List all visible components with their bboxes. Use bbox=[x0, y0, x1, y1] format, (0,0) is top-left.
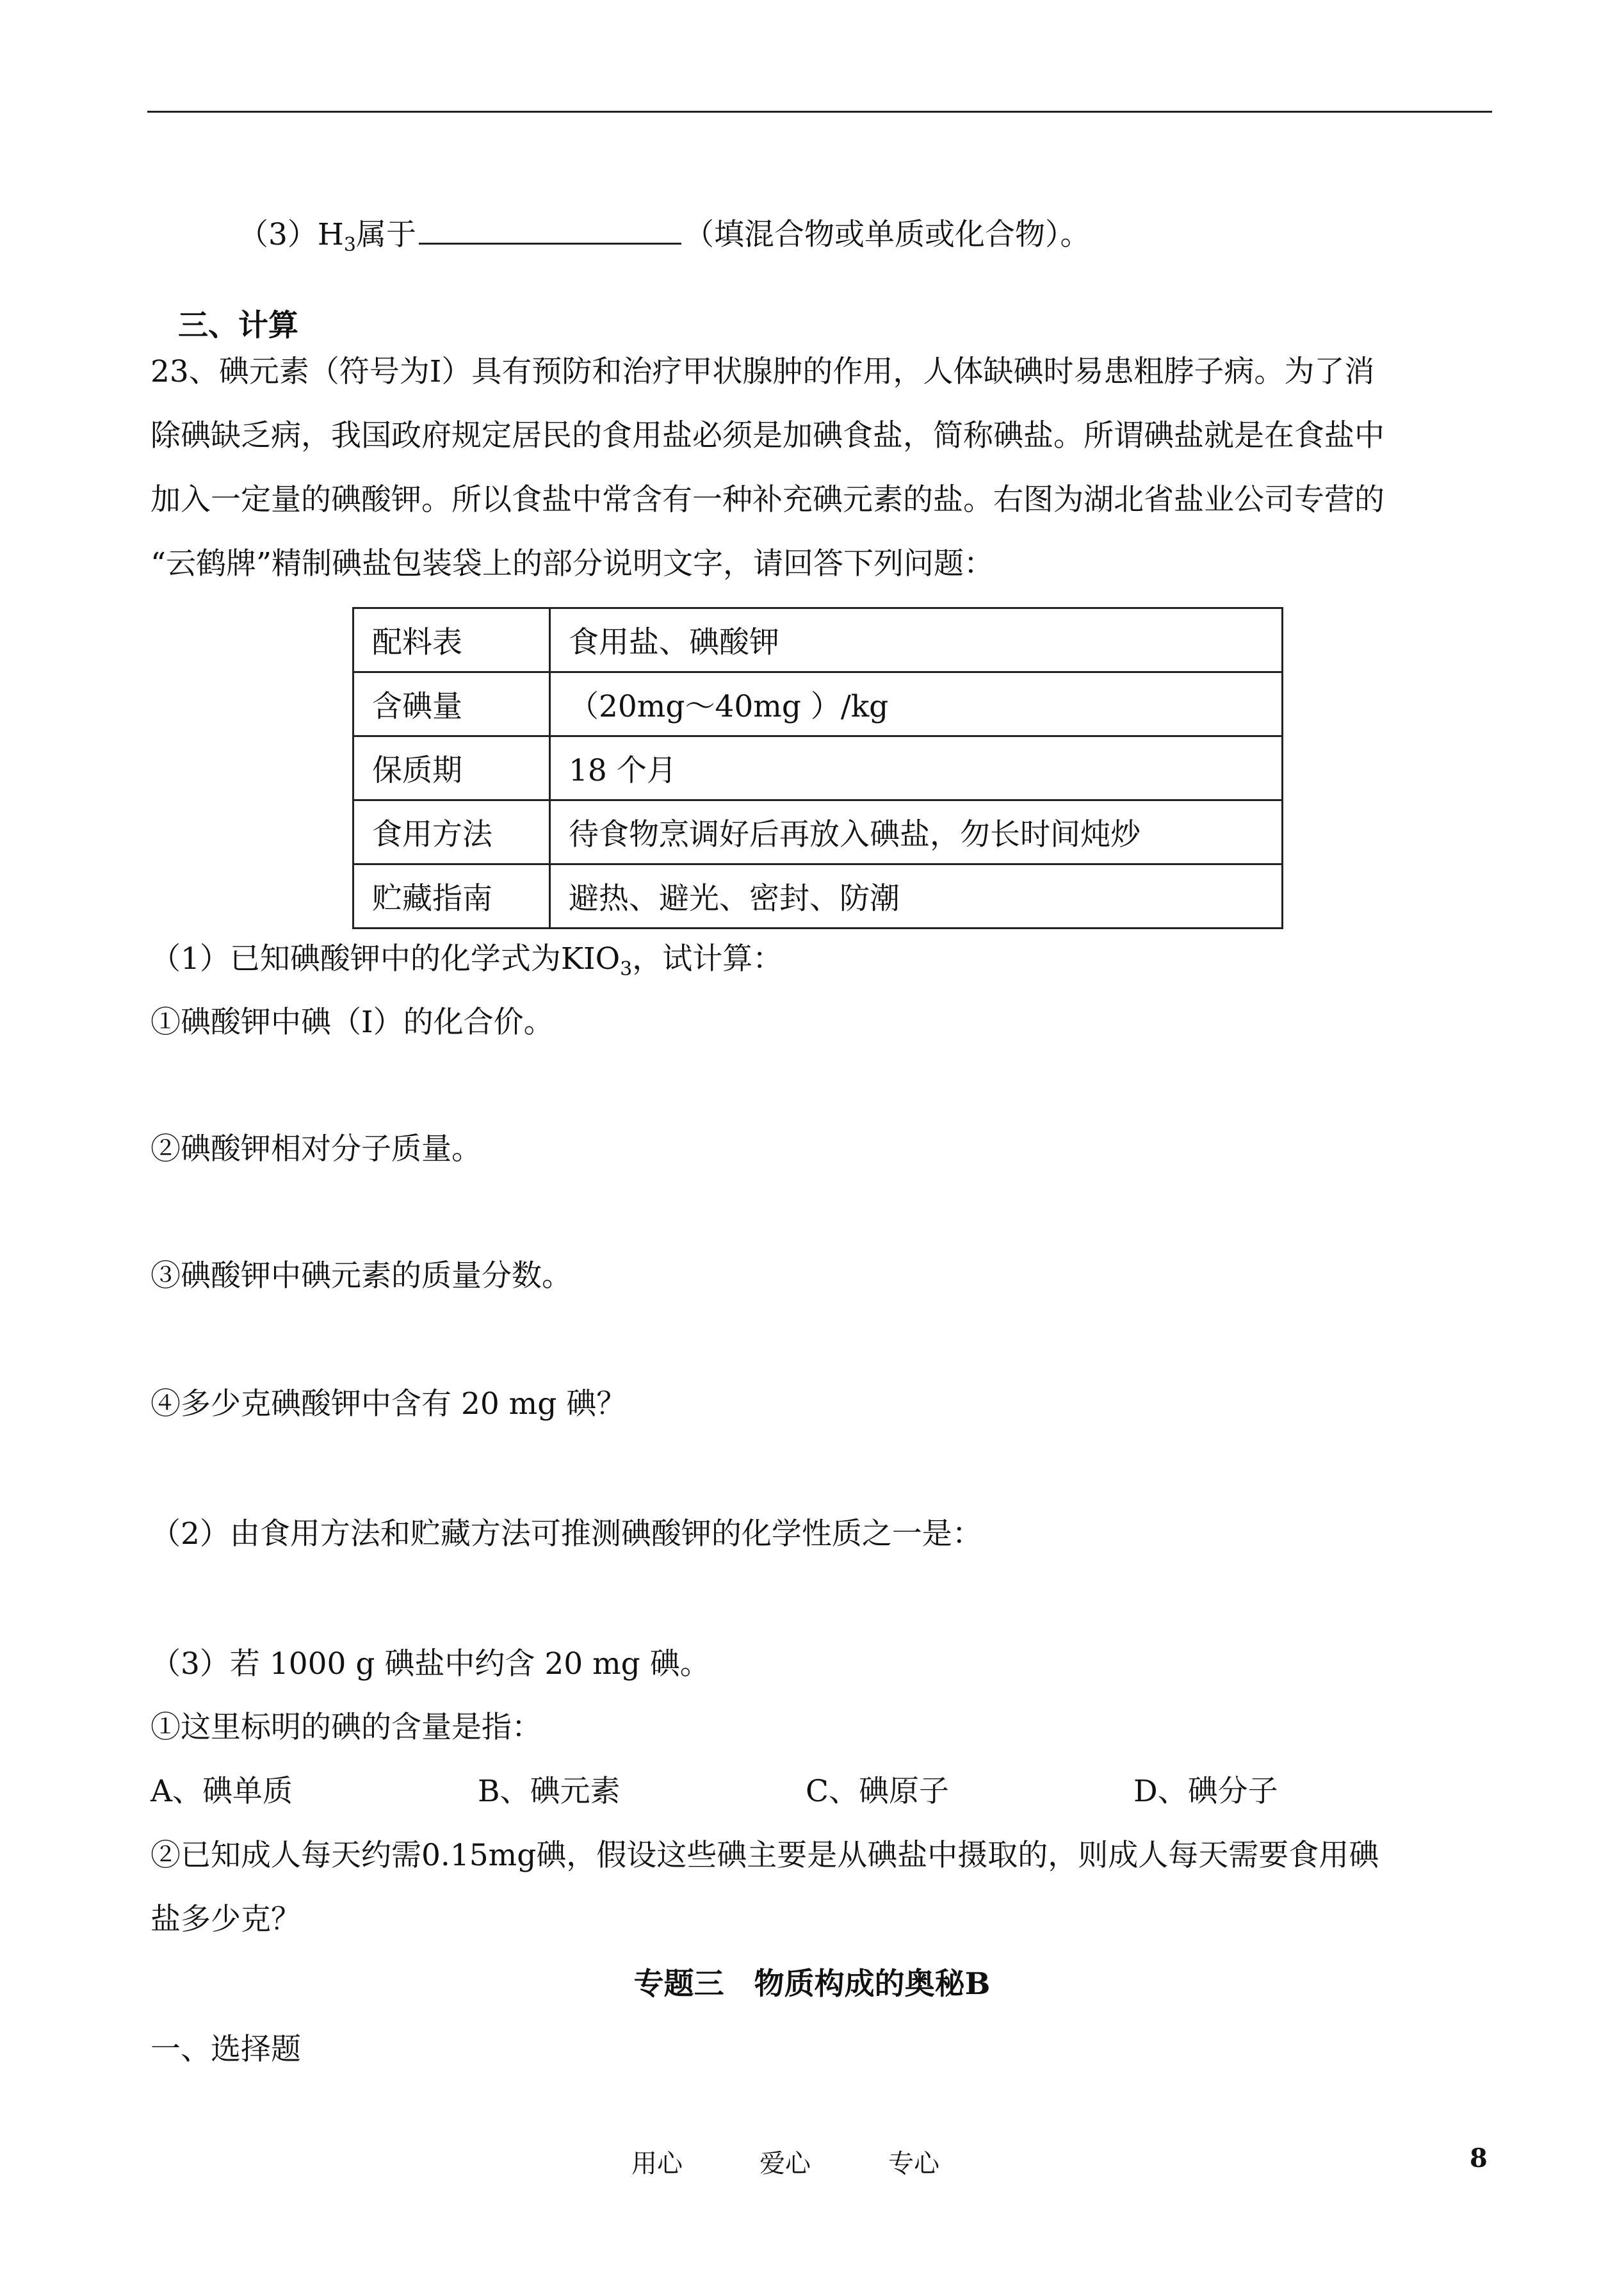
answer-blank[interactable] bbox=[419, 215, 681, 245]
q22-part3: $(3)H_3$属于 （填混合物或单质或化合物）。 bbox=[238, 214, 1090, 266]
q23-line-1: 23、碘元素（符号为I）具有预防和治疗甲状腺肿的作用，人体缺碘时易患粗脖子病。为了消 bbox=[150, 354, 1375, 389]
table-key: 保质期 bbox=[353, 736, 550, 800]
q23-part2: （2）由食用方法和贮藏方法可推测碘酸钾的化学性质之一是： bbox=[150, 1516, 982, 1552]
footer-word-2: 爱心 bbox=[759, 2149, 811, 2178]
q23-part3-sub2-line1: ②已知成人每天约需0.15mg碘，假设这些碘主要是从碘盐中摄取的，则成人每天需要食用碘 bbox=[150, 1838, 1379, 1873]
option-d: D、碘分子 bbox=[1133, 1774, 1278, 1809]
table-value: 食用盐、碘酸钾 bbox=[550, 608, 1283, 672]
header-rule bbox=[147, 111, 1492, 113]
table-key: 配料表 bbox=[353, 608, 550, 672]
q23-line-4: “云鹤牌”精制碘盐包装袋上的部分说明文字，请回答下列问题： bbox=[150, 546, 995, 581]
table-key: 食用方法 bbox=[353, 800, 550, 864]
footer-word-3: 专心 bbox=[888, 2149, 939, 2178]
q23-part1-item-3: ③碘酸钾中碘元素的质量分数。 bbox=[150, 1258, 572, 1293]
page-number: 8 bbox=[1470, 2143, 1488, 2173]
table-row bbox=[353, 736, 1283, 800]
q23-part3-sub1: ①这里标明的碘的含量是指： bbox=[150, 1710, 542, 1745]
table-row bbox=[353, 608, 1283, 672]
q23-part3-sub2-line2: 盐多少克？ bbox=[150, 1902, 301, 1937]
q23-part1-item-1: ①碘酸钾中碘（I）的化合价。 bbox=[150, 1005, 554, 1040]
section-choice-heading: 一、选择题 bbox=[150, 2032, 301, 2067]
salt-label-table bbox=[352, 607, 1283, 929]
table-key: 含碘量 bbox=[353, 672, 550, 736]
q23-part1-item-2: ②碘酸钾相对分子质量。 bbox=[150, 1131, 482, 1167]
option-b: B、碘元素 bbox=[478, 1774, 621, 1809]
q23-line-2: 除碘缺乏病，我国政府规定居民的食用盐必须是加碘食盐，简称碘盐。所谓碘盐就是在食盐中 bbox=[150, 418, 1384, 453]
table-key: 贮藏指南 bbox=[353, 864, 550, 929]
table-value: （20mg～40mg ）/kg bbox=[550, 672, 1283, 736]
q23-part3: （3）若 1000 g 碘盐中约含 20 mg 碘。 bbox=[150, 1646, 710, 1682]
q23-part1-intro: （1）已知碘酸钾中的化学式为$KIO_3$，试计算： bbox=[150, 941, 783, 980]
topic-title: 专题三 物质构成的奥秘B bbox=[633, 1967, 991, 2002]
table-row bbox=[353, 864, 1283, 929]
section-calc-heading: 三、计算 bbox=[178, 308, 298, 343]
option-c: C、碘原子 bbox=[806, 1774, 949, 1809]
table-value: 避热、避光、密封、防潮 bbox=[550, 864, 1283, 929]
table-row bbox=[353, 672, 1283, 736]
table-value: 待食物烹调好后再放入碘盐，勿长时间炖炒 bbox=[550, 800, 1283, 864]
table-row bbox=[353, 800, 1283, 864]
table-value: 18 个月 bbox=[550, 736, 1283, 800]
footer-word-1: 用心 bbox=[631, 2149, 683, 2178]
q23-part1-item-4: ④多少克碘酸钾中含有 20 mg 碘？ bbox=[150, 1386, 627, 1422]
option-a: A、碘单质 bbox=[150, 1774, 293, 1809]
q23-line-3: 加入一定量的碘酸钾。所以食盐中常含有一种补充碘元素的盐。右图为湖北省盐业公司专营的 bbox=[150, 482, 1384, 517]
